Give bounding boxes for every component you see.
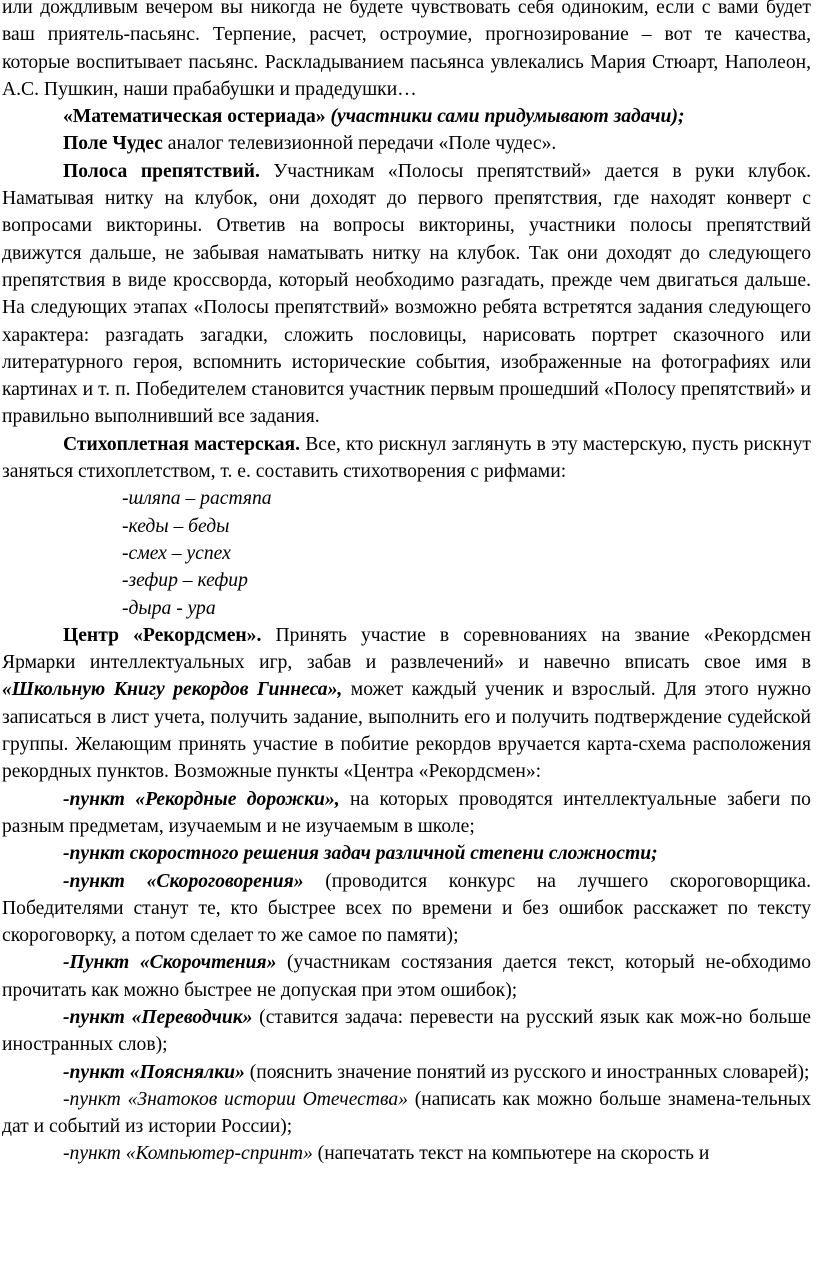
- item-perevod: [2, 1004, 811, 1059]
- item-text: (участникам состязания дается текст, который не-обходимо прочитать как можно быстрее не допуская при этом ошибок);: [2, 952, 811, 1001]
- center-text-continued: может каждый ученик и взрослый. Для этого нужно записаться в лист учета, получить задание, выполнить его и получить подтверждение судейской группы. Желающим принять участие в побитие рекордов вручается карта-схема расположения рекордных пунктов. Возможные пункты «Центра «Рекордсмен»:: [2, 679, 811, 783]
- rhyme-line: -зефир – кефир: [122, 570, 248, 592]
- stiho-paragraph: [2, 431, 811, 486]
- item-title: -пункт скоростного решения задач различной степени сложности;: [63, 843, 658, 865]
- item-text: (ставится задача: перевести на русский язык как мож-но больше иностранных слов);: [2, 1006, 811, 1056]
- stiho-text: Все, кто рискнул заглянуть в эту мастерскую, пусть рискнут заняться стихоплетством, т. е. составить стихотворения с рифмами:: [2, 433, 811, 483]
- ostereada-title: «Математическая остериада»: [63, 106, 326, 128]
- intro-paragraph: [2, 0, 811, 103]
- center-paragraph: [2, 622, 811, 786]
- item-title: -пункт «Переводчик»: [63, 1006, 253, 1028]
- polosa-paragraph: [2, 158, 811, 431]
- item-skorost: [2, 840, 811, 867]
- item-text: (написать как можно больше знамена-тельных дат и событий из истории России);: [2, 1088, 811, 1138]
- pole-text: аналог телевизионной передачи «Поле чудес».: [162, 133, 557, 155]
- pole-title: Поле Чудес: [63, 133, 163, 155]
- item-text: (пояснить значение понятий из русского и иностранных словарей);: [244, 1061, 810, 1083]
- ostereada-note: (участники сами придумывают задачи);: [325, 106, 685, 128]
- item-text: на которых проводятся интеллектуальные забеги по разным предметам, изучаемым и не изучаемым в школе;: [2, 788, 811, 837]
- rhyme-line: -кеды – беды: [122, 515, 230, 537]
- item-title: -пункт «Знатоков истории Отечества»: [63, 1088, 408, 1110]
- item-title: -пункт «Скороговорения»: [63, 870, 304, 892]
- center-text: Принять участие в соревнованиях на звание «Рекордсмен Ярмарки интеллектуальных игр, забав и развлечений» и навечно вписать свое имя в: [2, 624, 811, 674]
- polosa-title: Полоса препятствий.: [63, 160, 260, 182]
- rhyme-line: -дыра - ура: [122, 597, 216, 619]
- item-text: (проводится конкурс на лучшего скороговорщика. Победителями станут те, кто быстрее всех по времени и без ошибок расскажет по тексту скороговорку, а потом сделает то же самое по памяти);: [2, 870, 811, 947]
- item-title: -пункт «Рекордные дорожки»,: [63, 788, 340, 810]
- center-book-title: «Школьную Книгу рекордов Гиннеса»,: [2, 679, 343, 701]
- item-poyasn: [2, 1059, 811, 1086]
- center-title: Центр «Рекордсмен».: [63, 624, 262, 646]
- item-dorozhki: [2, 786, 811, 841]
- item-sprint: [2, 1140, 811, 1167]
- intro-text: или дождливым вечером вы никогда не будете чувствовать себя одиноким, если с вами будет ваш приятель-пасьянс. Терпение, расчет, остроумие, прогнозирование – вот те качества, которые воспитывает пасьянс. Раскладыванием пасьянса увлекались Мария Стюарт, Наполеон, А.С. Пушкин, наши прабабушки и прадедушки…: [2, 0, 811, 100]
- stiho-title: Стихоплетная мастерская.: [63, 433, 301, 455]
- rhyme-line: -шляпа – растяпа: [122, 488, 272, 510]
- rhyme-line: -смех – успех: [122, 542, 231, 564]
- item-text: (напечатать текст на компьютере на скорость и: [312, 1143, 710, 1165]
- ostereada-paragraph: [2, 103, 811, 130]
- polosa-text: Участникам «Полосы препятствий» дается в руки клубок. Наматывая нитку на клубок, они доходят до первого препятствия, где находят конверт с вопросами викторины. Ответив на вопросы викторины, участники полосы препятствий движутся дальше, не забывая наматывать нитку на клубок. Так они доходят до следующего препятствия в виде кроссворда, который необходимо разгадать, прежде чем двигаться дальше. На следующих этапах «Полосы препятствий» возможно ребята встретятся задания следующего характера: разгадать загадки, сложить пословицы, нарисовать портрет сказочного или литературного героя, вспомнить исторические события, изображенные на фотографиях или картинах и т. п. Победителем становится участник первым прошедший «Полосу препятствий» и правильно выполнивший все задания.: [2, 160, 812, 428]
- item-title: -Пункт «Скорочтения»: [63, 952, 277, 974]
- item-title: -пункт «Компьютер-спринт»: [63, 1143, 313, 1165]
- item-znatok: [2, 1086, 811, 1141]
- pole-paragraph: [2, 130, 811, 157]
- item-skorogovor: [2, 868, 811, 950]
- item-title: -пункт «Пояснялки»: [63, 1061, 245, 1083]
- item-skorochten: [2, 949, 811, 1004]
